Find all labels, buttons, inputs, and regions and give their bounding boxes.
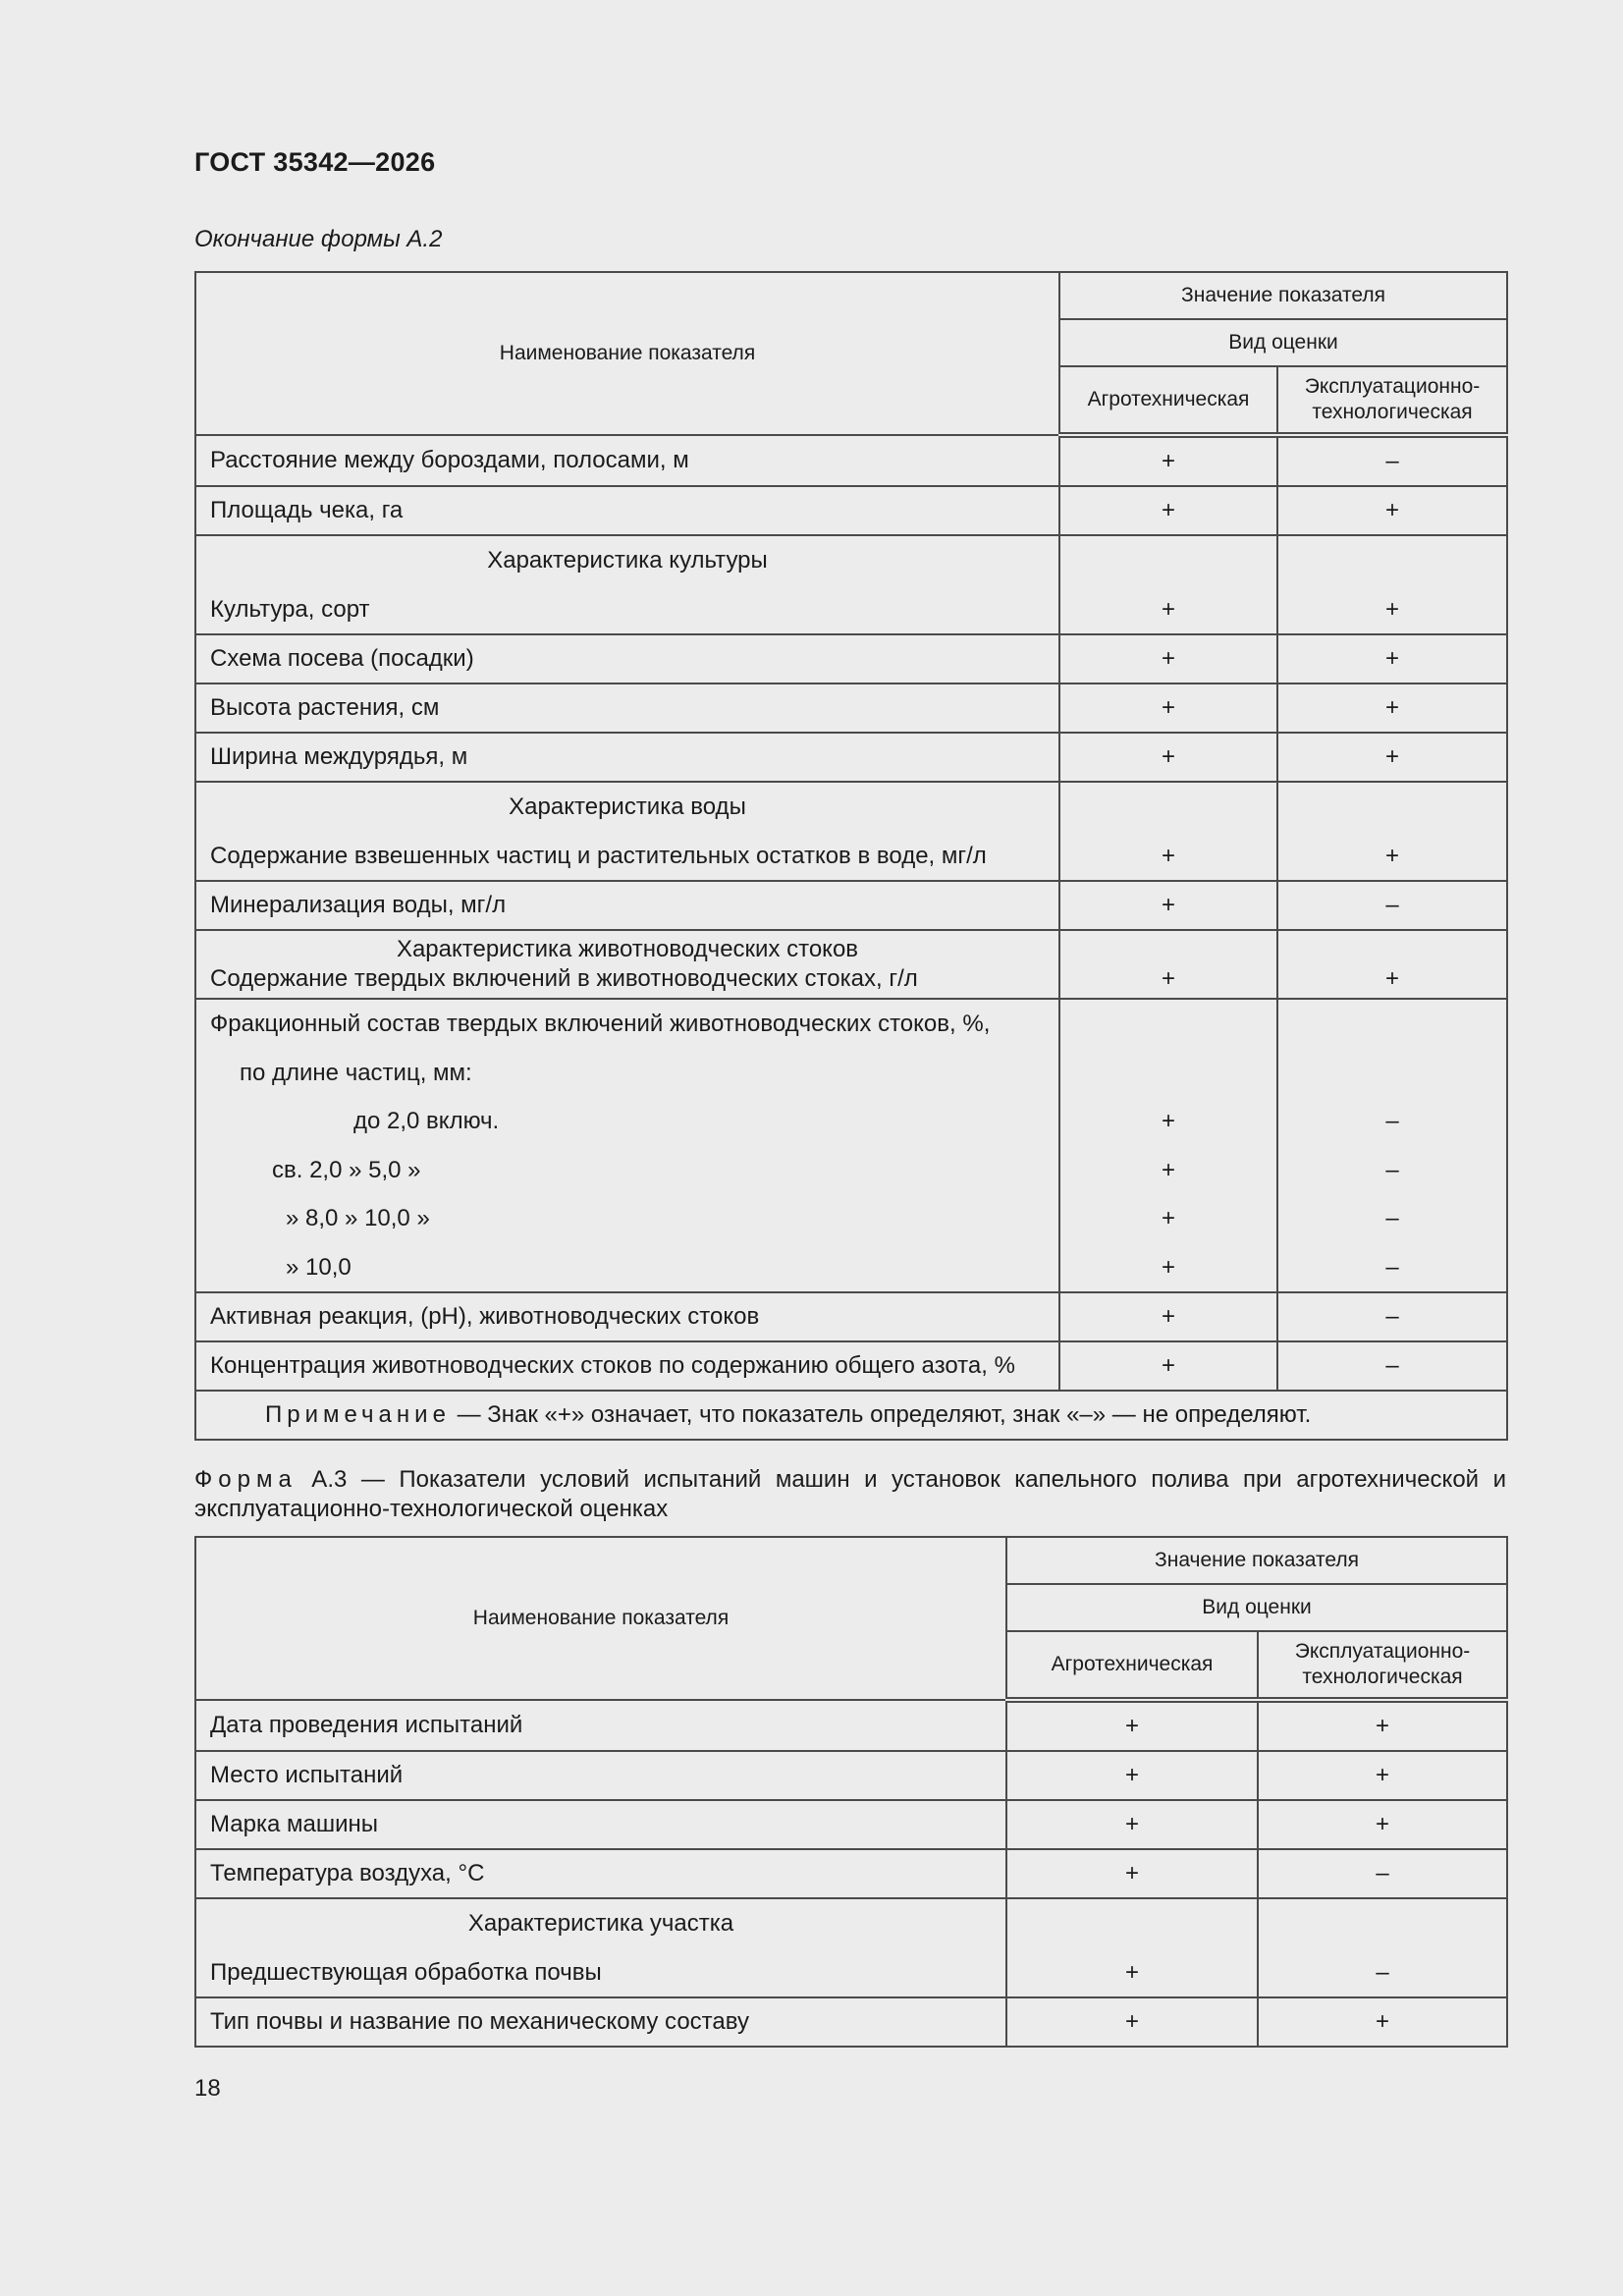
table-note: Примечание — Знак «+» означает, что показатель определяют, знак «–» — не определяют. [195, 1391, 1507, 1440]
header-value: Значение показателя [1006, 1537, 1507, 1584]
table-row: Характеристика культуры Культура, сорт + + [195, 535, 1507, 634]
table-row: Площадь чека, га + + [195, 486, 1507, 535]
table-row: Характеристика воды Содержание взвешенных частиц и растительных остатков в воде, мг/л + + [195, 782, 1507, 881]
header-exploit: Эксплуатационно- технологическая [1258, 1631, 1507, 1700]
header-name: Наименование показателя [195, 272, 1059, 435]
document-code: ГОСТ 35342—2026 [194, 147, 436, 177]
header-agro: Агротехническая [1006, 1631, 1258, 1700]
header-kind: Вид оценки [1059, 319, 1507, 366]
table-row: Расстояние между бороздами, полосами, м + – [195, 435, 1507, 486]
header-exploit: Эксплуатационно- технологическая [1277, 366, 1507, 435]
table-row: Концентрация животноводческих стоков по содержанию общего азота, % + – [195, 1341, 1507, 1391]
header-value: Значение показателя [1059, 272, 1507, 319]
table-row: Тип почвы и название по механическому составу + + [195, 1997, 1507, 2047]
header-agro: Агротехническая [1059, 366, 1277, 435]
table-row: Минерализация воды, мг/л + – [195, 881, 1507, 930]
table-row: Марка машины + + [195, 1800, 1507, 1849]
table-row-fraction: Фракционный состав твердых включений животноводческих стоков, %, по длине частиц, мм: до 2,0 включ. св. 2,0 » 5,0 » » 8,0 » 10,0 » » 10,0 + + + + – – – – [195, 999, 1507, 1292]
page-number: 18 [194, 2075, 221, 2102]
table-row: Место испытаний + + [195, 1751, 1507, 1800]
table-row: Характеристика участка Предшествующая обработка почвы + – [195, 1898, 1507, 1997]
table-row: Высота растения, см + + [195, 683, 1507, 733]
table-note-row [195, 1391, 1507, 1440]
table-row: Схема посева (посадки) + + [195, 634, 1507, 683]
section-heading: Характеристика участка [467, 1910, 734, 1937]
table-form-a2 [194, 271, 1508, 1441]
continuation-caption: Окончание формы А.2 [194, 226, 443, 252]
table-form-a3 [194, 1536, 1508, 2048]
table-row: Характеристика животноводческих стоков Содержание твердых включений в животноводческих стоках, г/л + + [195, 930, 1507, 999]
header-name: Наименование показателя [195, 1537, 1006, 1700]
table-row: Ширина междурядья, м + + [195, 733, 1507, 782]
table-row: Активная реакция, (рН), животноводческих стоков + – [195, 1292, 1507, 1341]
table-row: Дата проведения испытаний + + [195, 1700, 1507, 1751]
table-row: Температура воздуха, °С + – [195, 1849, 1507, 1898]
section-heading: Характеристика культуры [487, 547, 768, 574]
header-kind: Вид оценки [1006, 1584, 1507, 1631]
section-heading: Характеристика воды [509, 793, 746, 820]
section-heading: Характеристика животноводческих стоков [396, 936, 859, 962]
form-a3-title: Форма А.3 — Показатели условий испытаний машин и установок капельного полива при агротехнической и эксплуатационно-технологической оценках [194, 1466, 1506, 1522]
